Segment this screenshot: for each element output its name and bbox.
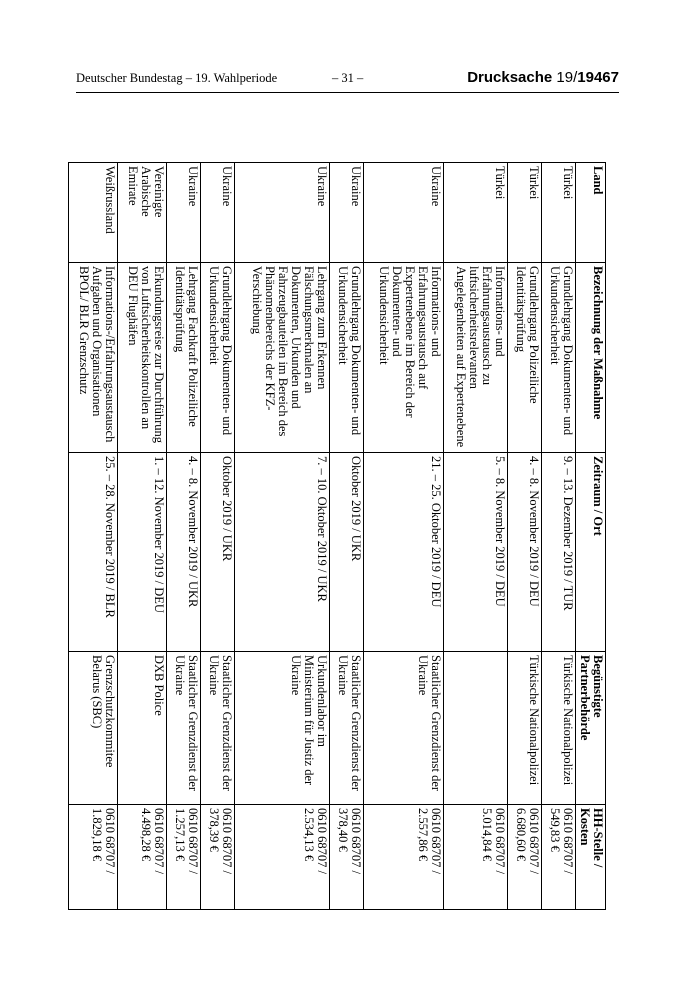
cell-land: Türkei xyxy=(542,163,576,263)
measures-table xyxy=(68,162,606,910)
table-row xyxy=(201,163,235,910)
cell-partnerbehoerde: Grenzschutzkommitee Belarus (SBC) xyxy=(69,652,118,805)
column-header-partnerbehoerde: Begünstigte Partnerbehörde xyxy=(576,652,606,805)
cell-hh-stelle: 0610 68707 / 4.498,28 € xyxy=(118,805,167,910)
table-row xyxy=(235,163,330,910)
cell-partnerbehoerde: Staatlicher Grenzdienst der Ukraine xyxy=(201,652,235,805)
cell-land: Ukraine xyxy=(235,163,330,263)
cell-partnerbehoerde: Staatlicher Grenzdienst der Ukraine xyxy=(330,652,364,805)
cell-land: Türkei xyxy=(508,163,542,263)
table-header-row xyxy=(576,163,606,910)
cell-hh-stelle: 0610 68707 / 378,39 € xyxy=(201,805,235,910)
table-row xyxy=(364,163,444,910)
cell-zeitraum: Oktober 2019 / UKR xyxy=(201,453,235,652)
cell-hh-stelle: 0610 68707 / 2.557,86 € xyxy=(364,805,444,910)
cell-zeitraum: 7. – 10. Oktober 2019 / UKR xyxy=(235,453,330,652)
document-number xyxy=(467,69,619,86)
column-header-massnahme: Bezeichnung der Maßnahme xyxy=(576,263,606,453)
cell-zeitraum: 4. – 8. November 2019 / UKR xyxy=(167,453,201,652)
cell-zeitraum: 4. – 8. November 2019 / DEU xyxy=(508,453,542,652)
cell-partnerbehoerde: Türkische Nationalpolizei xyxy=(542,652,576,805)
page-header xyxy=(76,71,619,93)
cell-massnahme: Grundlehrgang Dokumenten- und Urkundensicherheit xyxy=(330,263,364,453)
cell-partnerbehoerde: Urkundenlabor im Ministerium für Justiz der Ukraine xyxy=(235,652,330,805)
document-number-main: 19467 xyxy=(577,69,619,86)
cell-massnahme: Erkundungsreise zur Durchführung von Luftsicherheitskontrollen an DEU Flughäfen xyxy=(118,263,167,453)
page-number: – 31 – xyxy=(332,71,364,85)
cell-massnahme: Grundlehrgang Dokumenten- und Urkundensicherheit xyxy=(542,263,576,453)
cell-hh-stelle: 0610 68707 / 1.829,18 € xyxy=(69,805,118,910)
cell-massnahme: Grundlehrgang Dokumenten- und Urkundensicherheit xyxy=(201,263,235,453)
cell-partnerbehoerde: Staatlicher Grenzdienst der Ukraine xyxy=(167,652,201,805)
cell-hh-stelle: 0610 68707 / 549,83 € xyxy=(542,805,576,910)
cell-zeitraum: 9. – 13. Dezember 2019 / TUR xyxy=(542,453,576,652)
table-row xyxy=(118,163,167,910)
table-row xyxy=(443,163,507,910)
cell-partnerbehoerde: Staatlicher Grenzdienst der Ukraine xyxy=(364,652,444,805)
cell-massnahme: Grundlehrgang Polizeiliche Identitätsprüfung xyxy=(508,263,542,453)
cell-zeitraum: 25. – 28. November 2019 / BLR xyxy=(69,453,118,652)
cell-land: Türkei xyxy=(443,163,507,263)
cell-massnahme: Lehrgang Fachkraft Polizeiliche Identitätsprüfung xyxy=(167,263,201,453)
document-number-prefix: 19/ xyxy=(556,69,578,86)
column-header-zeitraum: Zeitraum / Ort xyxy=(576,453,606,652)
table-row xyxy=(508,163,542,910)
cell-massnahme: Informations-/Erfahrungsaustausch Aufgaben und Organisationen BPOL/ BLR Grenzschutz xyxy=(69,263,118,453)
cell-hh-stelle: 0610 68707 / 2.534,13 € xyxy=(235,805,330,910)
cell-land: Ukraine xyxy=(201,163,235,263)
cell-partnerbehoerde xyxy=(443,652,507,805)
cell-land: Vereinigte Arabische Emirate xyxy=(118,163,167,263)
cell-massnahme: Informations- und Erfahrungsaustausch auf Expertenebene im Bereich der Dokumenten- und Urkundensicherheit xyxy=(364,263,444,453)
cell-land: Ukraine xyxy=(364,163,444,263)
cell-hh-stelle: 0610 68707 / 378,40 € xyxy=(330,805,364,910)
table-row xyxy=(69,163,118,910)
table-row xyxy=(167,163,201,910)
cell-zeitraum: 5. – 8. November 2019 / DEU xyxy=(443,453,507,652)
cell-zeitraum: 21. – 25. Oktober 2019 / DEU xyxy=(364,453,444,652)
table-row xyxy=(542,163,576,910)
cell-hh-stelle: 0610 68707 / 1.257,13 € xyxy=(167,805,201,910)
column-header-land: Land xyxy=(576,163,606,263)
cell-partnerbehoerde: DXB Police xyxy=(118,652,167,805)
document-label: Drucksache xyxy=(467,69,553,86)
cell-land: Ukraine xyxy=(330,163,364,263)
measures-table-rotated xyxy=(68,162,606,909)
cell-partnerbehoerde: Türkische Nationalpolizei xyxy=(508,652,542,805)
parliament-period: Deutscher Bundestag – 19. Wahlperiode xyxy=(76,71,278,85)
cell-hh-stelle: 0610 68707 / 6.680,60 € xyxy=(508,805,542,910)
cell-land: Ukraine xyxy=(167,163,201,263)
column-header-hh-stelle: HH-Stelle / Kosten xyxy=(576,805,606,910)
cell-massnahme: Informations- und Erfahrungsaustausch zu luftsicherheitsrelevanten Angelegenheiten auf Expertenebene xyxy=(443,263,507,453)
table-row xyxy=(330,163,364,910)
cell-zeitraum: Oktober 2019 / UKR xyxy=(330,453,364,652)
cell-hh-stelle: 0610 68707 / 5.014,84 € xyxy=(443,805,507,910)
cell-massnahme: Lehrgang zum Erkennen Fälschungsmerkmalen an Dokumenten, Urkunden und Fahrzeugbauteilen im Bereich des Phänomenbereichs der KFZ-Verschiebung xyxy=(235,263,330,453)
header-rule xyxy=(76,92,619,93)
cell-zeitraum: 1. – 12. November 2019 / DEU xyxy=(118,453,167,652)
cell-land: Weißrussland xyxy=(69,163,118,263)
